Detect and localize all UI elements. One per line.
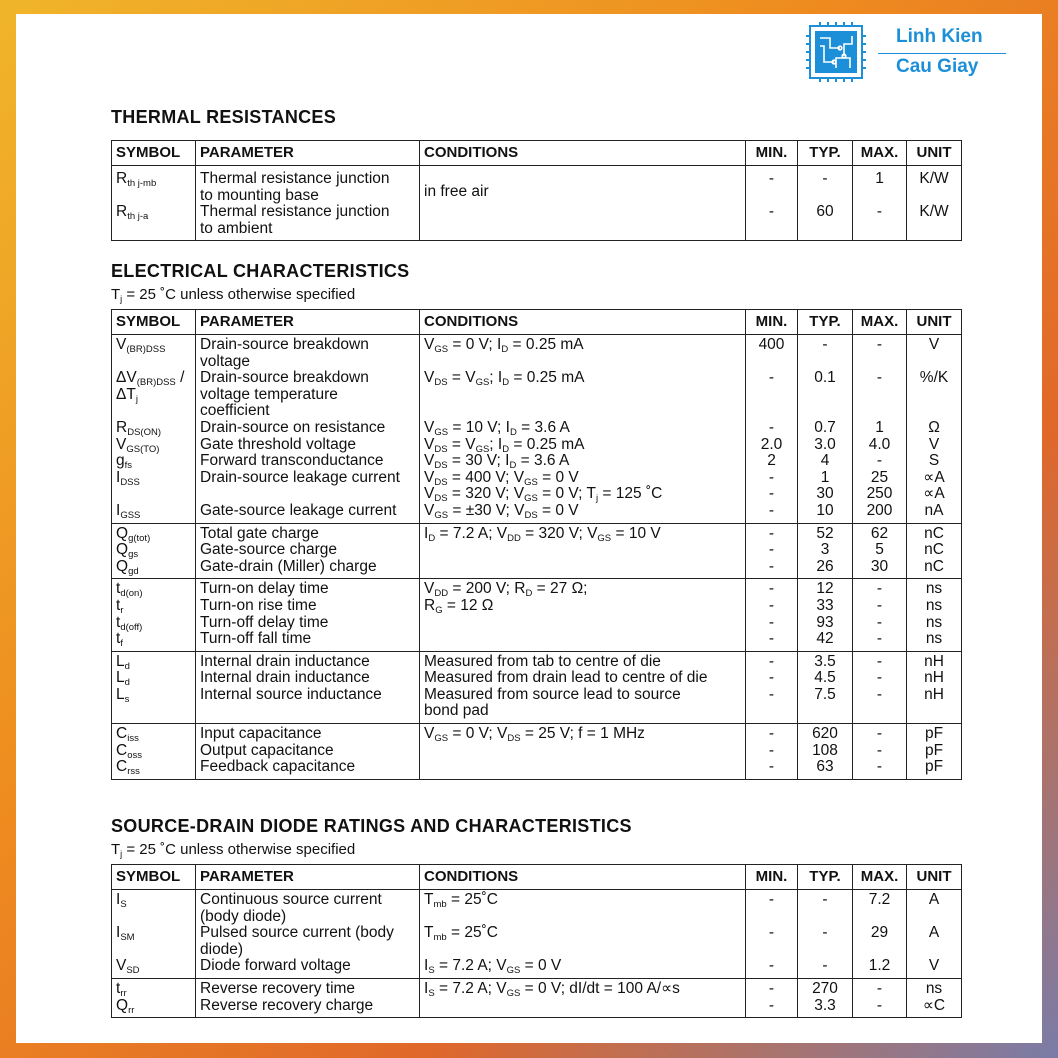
- value: pF: [924, 758, 944, 776]
- value: nH: [924, 669, 944, 687]
- parameter-cell: Drain-source breakdown voltage Drain-source breakdown voltage temperature coefficient Drain-source on resistance Gate threshold voltage Forward transconductance Drain-source leakage current Gate-source leakage current: [196, 335, 420, 524]
- value: -: [876, 652, 883, 670]
- param-line: Turn-on delay time: [200, 580, 329, 598]
- symbol: $R_{DS(ON)}$: [116, 418, 161, 438]
- unit-cell: [907, 651, 962, 723]
- unit-cell: [907, 890, 962, 979]
- unit-cell: V %/K Ω V S ∝A ∝A nA: [907, 335, 962, 524]
- param-line: Turn-off fall time: [200, 630, 312, 648]
- table-header-row: [112, 141, 962, 166]
- table-row-group: [112, 890, 962, 979]
- value: -: [768, 170, 775, 187]
- value: -: [768, 580, 775, 598]
- value: ns: [925, 630, 943, 648]
- brand-divider: [878, 53, 1006, 54]
- min-cell: [746, 166, 798, 241]
- param-line: Gate-source charge: [200, 541, 337, 559]
- conditions-cell: $V_{GS} = 0$ V; $I_D = 0.25$ mA $V_{DS} = V_{GS}$; $I_D = 0.25$ mA $V_{GS} = 10$ V; $I_D = 3.6$ A $V_{DS} = V_{GS}$; $I_D = 0.25$ mA $V_{DS} = 30$ V; $I_D = 3.6$ A $V_{DS} = 400$ V; $V_{GS} = 0$ V $V_{DS} = 320$ V; $V_{GS} = 0$ V; $T_j = 125$ ˚C $V_{GS} = \pm 30$ V; $V_{DS} = 0$ V: [420, 335, 746, 524]
- conditions-cell: [420, 978, 746, 1017]
- typ-cell: - 0.1 0.7 3.0 4 1 30 10: [798, 335, 853, 524]
- value: -: [876, 979, 883, 997]
- unit-header: UNIT: [907, 865, 962, 890]
- param-line: Feedback capacitance: [200, 758, 356, 776]
- value: V: [928, 957, 940, 975]
- param-line: Turn-off delay time: [200, 613, 329, 631]
- param-line: Diode forward voltage: [200, 957, 351, 975]
- unit-cell: [907, 523, 962, 579]
- table-header-row: [112, 865, 962, 890]
- max-header: MAX.: [853, 141, 907, 166]
- param-line: Thermal resistance junction: [200, 170, 390, 187]
- cond-line: $I_D = 7.2$ A; $V_{DD} = 320$ V; $V_{GS} = 10$ V: [424, 524, 661, 544]
- value: -: [768, 557, 775, 575]
- value: -: [768, 725, 775, 743]
- max-cell: [853, 890, 907, 979]
- cond-line: Measured from tab to centre of die: [424, 652, 661, 670]
- symbol-header: SYMBOL: [112, 141, 196, 166]
- cond-line: [424, 615, 741, 632]
- symbol-header: SYMBOL: [112, 310, 196, 335]
- value: 3.3: [814, 996, 836, 1014]
- min-cell: 400 - - 2.0 2 - - -: [746, 335, 798, 524]
- parameter-header: PARAMETER: [196, 865, 420, 890]
- value: 3: [820, 541, 830, 559]
- value: -: [768, 524, 775, 542]
- typ-cell: [798, 579, 853, 651]
- symbol: $R_{th j-mb}$: [116, 170, 157, 189]
- cond-line: bond pad: [424, 702, 489, 720]
- conditions-header: CONDITIONS: [420, 865, 746, 890]
- parameter-cell: [196, 579, 420, 651]
- symbol: $t_{rr}$: [116, 979, 127, 999]
- value: -: [768, 652, 775, 670]
- parameter-cell: [196, 724, 420, 780]
- value: -: [876, 758, 883, 776]
- symbol: $\Delta T_j$: [116, 385, 138, 405]
- cond-line: [424, 743, 741, 760]
- symbol: $I_{GSS}$: [116, 501, 141, 521]
- value: nC: [924, 541, 944, 559]
- symbol: $L_d$: [116, 669, 130, 689]
- value: 7.5: [814, 685, 836, 703]
- param-line: Pulsed source current (body: [200, 924, 394, 942]
- cond-line: [424, 998, 741, 1015]
- param-line: Internal source inductance: [200, 685, 382, 703]
- typ-cell: [798, 978, 853, 1017]
- min-header: MIN.: [746, 141, 798, 166]
- value: 60: [816, 202, 834, 220]
- param-line: to ambient: [200, 219, 273, 237]
- min-cell: [746, 978, 798, 1017]
- typ-cell: [798, 651, 853, 723]
- value: -: [768, 924, 775, 942]
- cond-line: $T_{mb}$ = 25˚C: [424, 891, 498, 910]
- value: ns: [925, 979, 943, 997]
- value: 12: [816, 580, 834, 598]
- symbol: $I_{DSS}$: [116, 468, 140, 488]
- min-header: MIN.: [746, 310, 798, 335]
- symbol: $V_{GS(TO)}$: [116, 435, 160, 455]
- brand-name-line2: Cau Giay: [896, 56, 979, 77]
- conditions-cell: [420, 651, 746, 723]
- value: 26: [816, 557, 834, 575]
- param-line: Gate-drain (Miller) charge: [200, 557, 377, 575]
- param-line: Reverse recovery charge: [200, 996, 374, 1014]
- cond-line: Measured from drain lead to centre of die: [424, 669, 708, 687]
- cond-line: $R_G = 12$ Ω: [424, 596, 494, 616]
- param-line: Internal drain inductance: [200, 669, 370, 687]
- value: 3.5: [814, 652, 836, 670]
- symbol: $C_{iss}$: [116, 725, 139, 745]
- value: 620: [812, 725, 838, 743]
- cond-line: in free air: [424, 183, 489, 200]
- value: -: [876, 741, 883, 759]
- param-line: Turn-on rise time: [200, 596, 317, 614]
- value: 63: [816, 758, 834, 776]
- typ-header: TYP.: [798, 141, 853, 166]
- value: nH: [924, 685, 944, 703]
- value: K/W: [919, 202, 949, 220]
- value: 5: [875, 541, 884, 559]
- symbol: $t_f$: [116, 630, 123, 650]
- value: pF: [924, 725, 944, 743]
- value: -: [768, 613, 775, 631]
- value: 30: [870, 557, 889, 575]
- conditions-cell: [420, 523, 746, 579]
- min-cell: [746, 579, 798, 651]
- cond-line: $I_S = 7.2$ A; $V_{GS} = 0$ V: [424, 957, 562, 977]
- symbol: $t_r$: [116, 596, 124, 616]
- value: A: [928, 891, 940, 908]
- symbol: $\Delta V_{(BR)DSS}$ /: [116, 369, 185, 389]
- value: -: [822, 891, 828, 908]
- symbol: $V_{(BR)DSS}$: [116, 336, 166, 355]
- value: -: [768, 685, 775, 703]
- value: 62: [870, 524, 889, 542]
- symbol: $V_{SD}$: [116, 957, 140, 977]
- symbol: $t_{d(off)}$: [116, 613, 143, 633]
- value: -: [876, 580, 883, 598]
- symbol: $C_{oss}$: [116, 741, 142, 761]
- max-cell: [853, 724, 907, 780]
- parameter-cell: [196, 978, 420, 1017]
- cond-line: [424, 559, 741, 576]
- cond-line: $T_{mb}$ = 25˚C: [424, 924, 498, 944]
- value: -: [768, 741, 775, 759]
- value: 7.2: [868, 891, 891, 908]
- conditions-header: CONDITIONS: [420, 310, 746, 335]
- param-line: Internal drain inductance: [200, 652, 370, 670]
- symbol-cell: [112, 890, 196, 979]
- value: 1.2: [868, 957, 891, 975]
- diode-table: [111, 864, 962, 1018]
- param-line: to mounting base: [200, 186, 319, 204]
- conditions-cell: [420, 724, 746, 780]
- symbol: $Q_{gd}$: [116, 557, 139, 577]
- table-header-row: [112, 310, 962, 335]
- cond-line: $V_{GS} = 0$ V; $V_{DS} = 25$ V; f = 1 MHz: [424, 725, 645, 745]
- symbol-cell: [112, 166, 196, 241]
- value: -: [768, 979, 775, 997]
- param-line: Continuous source current: [200, 891, 382, 908]
- symbol: $Q_{rr}$: [116, 996, 135, 1016]
- param-line: Input capacitance: [200, 725, 322, 743]
- min-cell: [746, 890, 798, 979]
- value: -: [876, 669, 883, 687]
- value: -: [822, 924, 828, 942]
- cond-line: Measured from source lead to source: [424, 685, 681, 703]
- symbol: $L_s$: [116, 685, 130, 705]
- param-line: [200, 703, 415, 720]
- thermal-table: [111, 140, 962, 241]
- value: 4.5: [814, 669, 836, 687]
- value: -: [768, 996, 775, 1014]
- symbol: $t_{d(on)}$: [116, 580, 143, 600]
- value: -: [876, 596, 883, 614]
- value: -: [768, 891, 775, 908]
- value: -: [822, 170, 828, 187]
- table-row-group: [112, 978, 962, 1017]
- value: 42: [816, 630, 834, 648]
- value: 270: [812, 979, 838, 997]
- value: -: [768, 957, 775, 975]
- param-line: Reverse recovery time: [200, 979, 356, 997]
- brand-name-line1: Linh Kien: [896, 26, 983, 47]
- value: -: [768, 541, 775, 559]
- value: A: [928, 924, 940, 942]
- value: [857, 703, 902, 720]
- table-row-group: [112, 651, 962, 723]
- value: -: [876, 685, 883, 703]
- unit-cell: [907, 724, 962, 780]
- parameter-header: PARAMETER: [196, 141, 420, 166]
- value: [802, 703, 848, 720]
- param-line: Thermal resistance junction: [200, 203, 390, 221]
- cond-line: [424, 542, 741, 559]
- typ-cell: [798, 523, 853, 579]
- typ-header: TYP.: [798, 865, 853, 890]
- value: -: [768, 202, 775, 220]
- value: [911, 703, 957, 720]
- value: ns: [925, 596, 943, 614]
- symbol-header: SYMBOL: [112, 865, 196, 890]
- unit-header: UNIT: [907, 141, 962, 166]
- parameter-cell: [196, 651, 420, 723]
- table-row-group: [112, 335, 962, 524]
- parameter-cell: [196, 523, 420, 579]
- thermal-section-title: THERMAL RESISTANCES: [111, 107, 337, 127]
- value: -: [768, 630, 775, 648]
- chip-logo-icon: [806, 22, 866, 82]
- typ-header: TYP.: [798, 310, 853, 335]
- electrical-section-title: ELECTRICAL CHARACTERISTICS: [111, 261, 410, 281]
- param-line: Output capacitance: [200, 741, 334, 759]
- max-cell: [853, 579, 907, 651]
- param-line: Total gate charge: [200, 524, 319, 542]
- max-cell: [853, 523, 907, 579]
- typ-cell: [798, 166, 853, 241]
- value: [750, 703, 793, 720]
- value: ∝C: [922, 996, 946, 1014]
- max-header: MAX.: [853, 310, 907, 335]
- conditions-cell: [420, 579, 746, 651]
- value: -: [768, 758, 775, 776]
- value: -: [768, 596, 775, 614]
- value: 52: [816, 524, 834, 542]
- diode-section-title: SOURCE-DRAIN DIODE RATINGS AND CHARACTERISTICS: [111, 816, 632, 836]
- value: -: [876, 613, 883, 631]
- min-header: MIN.: [746, 865, 798, 890]
- min-cell: [746, 651, 798, 723]
- cond-line: $I_S = 7.2$ A; $V_{GS} = 0$ V; dI/dt = 100 A/∝s: [424, 979, 680, 999]
- symbol: $R_{th j-a}$: [116, 202, 149, 222]
- value: nC: [924, 557, 944, 575]
- max-cell: [853, 978, 907, 1017]
- symbol: $g_{fs}$: [116, 452, 133, 472]
- parameter-cell: [196, 890, 420, 979]
- brand-logo: [806, 22, 1016, 86]
- value: ns: [925, 613, 943, 631]
- unit-cell: [907, 978, 962, 1017]
- value: nH: [924, 652, 944, 670]
- max-cell: [853, 651, 907, 723]
- symbol: $C_{rss}$: [116, 758, 140, 778]
- unit-header: UNIT: [907, 310, 962, 335]
- symbol-cell: [112, 579, 196, 651]
- symbol-cell: [112, 651, 196, 723]
- table-row-group: [112, 579, 962, 651]
- value: -: [876, 996, 883, 1014]
- symbol: $L_d$: [116, 652, 130, 672]
- max-cell: [853, 166, 907, 241]
- symbol-cell: [112, 523, 196, 579]
- typ-cell: [798, 724, 853, 780]
- symbol: $I_{SM}$: [116, 924, 135, 944]
- electrical-temperature-note: $T_j = 25$ ˚C unless otherwise specified: [111, 286, 356, 304]
- value: 1: [875, 170, 884, 187]
- value: 33: [816, 596, 834, 614]
- symbol-cell: [112, 724, 196, 780]
- max-cell: - - 1 4.0 - 25 250 200: [853, 335, 907, 524]
- electrical-table: [111, 309, 962, 780]
- param-line: (body diode): [200, 907, 287, 925]
- value: -: [876, 630, 883, 648]
- conditions-header: CONDITIONS: [420, 141, 746, 166]
- max-header: MAX.: [853, 865, 907, 890]
- cond-line: [424, 631, 741, 648]
- table-row-group: [112, 724, 962, 780]
- conditions-cell: [420, 166, 746, 241]
- table-row-group: [112, 523, 962, 579]
- value: -: [822, 957, 828, 975]
- symbol: $I_S$: [116, 891, 127, 910]
- value: -: [768, 669, 775, 687]
- min-cell: [746, 724, 798, 780]
- param-line: diode): [200, 940, 244, 958]
- table-row: [112, 166, 962, 241]
- value: nC: [924, 524, 944, 542]
- symbol: $Q_{g(tot)}$: [116, 524, 151, 544]
- symbol: [116, 703, 191, 720]
- value: -: [876, 202, 883, 220]
- unit-cell: [907, 166, 962, 241]
- cond-line: [424, 759, 741, 776]
- value: ns: [925, 580, 943, 598]
- symbol-cell: [112, 978, 196, 1017]
- typ-cell: [798, 890, 853, 979]
- conditions-cell: [420, 890, 746, 979]
- symbol-cell: [112, 335, 196, 524]
- unit-cell: [907, 579, 962, 651]
- min-cell: [746, 523, 798, 579]
- value: pF: [924, 741, 944, 759]
- value: 29: [870, 924, 889, 942]
- value: K/W: [919, 170, 949, 187]
- value: -: [876, 725, 883, 743]
- parameter-cell: [196, 166, 420, 241]
- cond-line: $V_{DD} = 200$ V; $R_D = 27$ Ω;: [424, 580, 588, 600]
- parameter-header: PARAMETER: [196, 310, 420, 335]
- diode-temperature-note: $T_j = 25$ ˚C unless otherwise specified: [111, 841, 356, 859]
- value: 93: [816, 613, 834, 631]
- value: 108: [812, 741, 838, 759]
- symbol: $Q_{gs}$: [116, 541, 139, 561]
